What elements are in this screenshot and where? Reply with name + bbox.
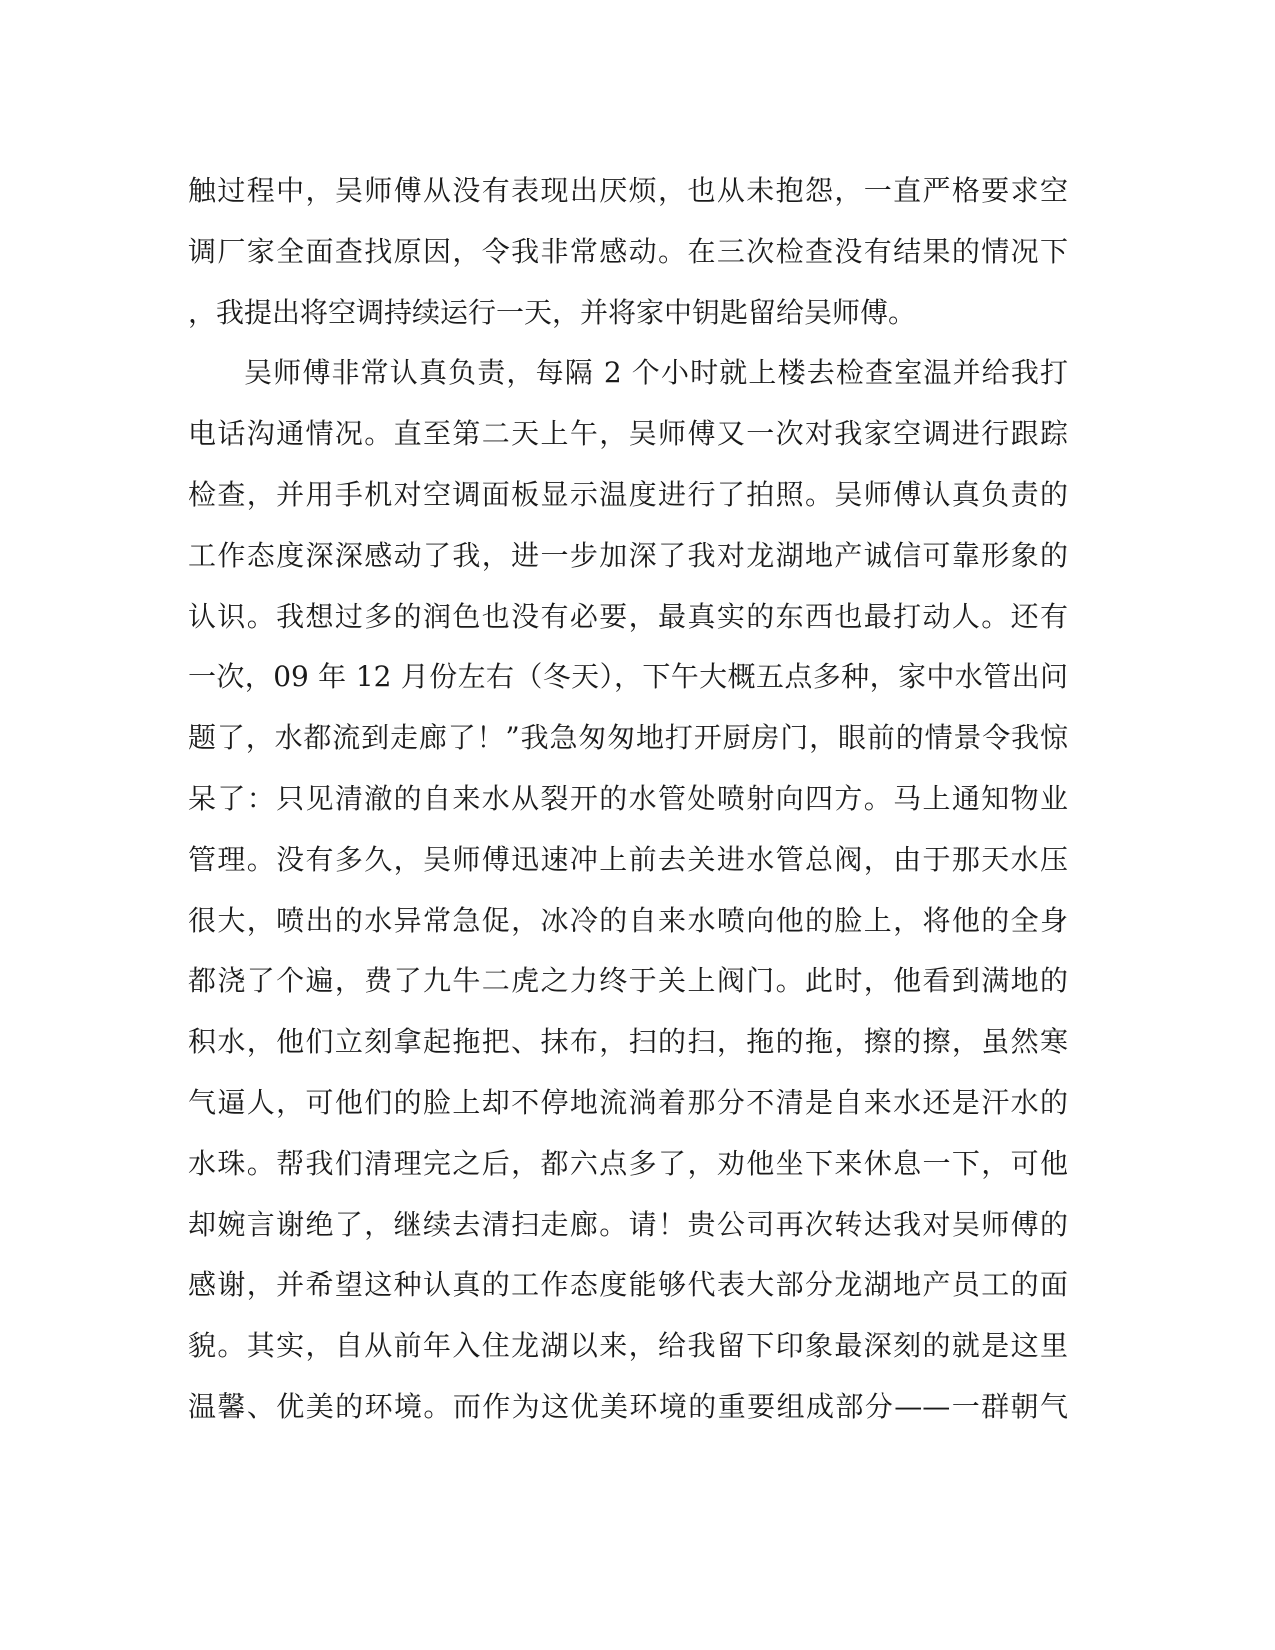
text-line: 吴师傅非常认真负责，每隔 2 个小时就上楼去检查室温并给我打: [244, 356, 1068, 390]
text-line: 调厂家全面查找原因，令我非常感动。在三次检查没有结果的情况下: [188, 234, 1068, 268]
text-line: 检查，并用手机对空调面板显示温度进行了拍照。吴师傅认真负责的: [188, 477, 1068, 511]
text-line: 管理。没有多久，吴师傅迅速冲上前去关进水管总阀，由于那天水压: [188, 842, 1068, 876]
text-line: 很大，喷出的水异常急促，冰冷的自来水喷向他的脸上，将他的全身: [188, 903, 1068, 937]
text-line: 感谢，并希望这种认真的工作态度能够代表大部分龙湖地产员工的面: [188, 1268, 1068, 1302]
text-line: 电话沟通情况。直至第二天上午，吴师傅又一次对我家空调进行跟踪: [188, 417, 1068, 451]
text-line: 貌。其实，自从前年入住龙湖以来，给我留下印象最深刻的就是这里: [188, 1329, 1068, 1363]
text-line: 触过程中，吴师傅从没有表现出厌烦，也从未抱怨，一直严格要求空: [188, 174, 1068, 207]
text-line: 呆了：只见清澈的自来水从裂开的水管处喷射向四方。马上通知物业: [188, 781, 1068, 815]
text-line: 一次，09 年 12 月份左右（冬天），下午大概五点多种，家中水管出问: [188, 660, 1068, 694]
text-line: 都浇了个遍，费了九牛二虎之力终于关上阀门。此时，他看到满地的: [188, 964, 1068, 998]
text-line: 却婉言谢绝了，继续去清扫走廊。请！贵公司再次转达我对吴师傅的: [188, 1207, 1068, 1241]
text-line: 积水，他们立刻拿起拖把、抹布，扫的扫，拖的拖，擦的擦，虽然寒: [188, 1025, 1068, 1059]
text-line: 题了，水都流到走廊了！”我急匆匆地打开厨房门，眼前的情景令我惊: [188, 721, 1068, 755]
text-line: ，我提出将空调持续运行一天，并将家中钥匙留给吴师傅。: [188, 295, 917, 329]
text-line: 水珠。帮我们清理完之后，都六点多了，劝他坐下来休息一下，可他: [188, 1146, 1068, 1180]
text-line: 气逼人，可他们的脸上却不停地流淌着那分不清是自来水还是汗水的: [188, 1085, 1068, 1119]
text-line: 认识。我想过多的润色也没有必要，最真实的东西也最打动人。还有: [188, 599, 1068, 633]
body-text: [188, 161, 1068, 1438]
text-line: 工作态度深深感动了我，进一步加深了我对龙湖地产诚信可靠形象的: [188, 538, 1068, 572]
text-line: 温馨、优美的环境。而作为这优美环境的重要组成部分——一群朝气: [188, 1389, 1068, 1423]
